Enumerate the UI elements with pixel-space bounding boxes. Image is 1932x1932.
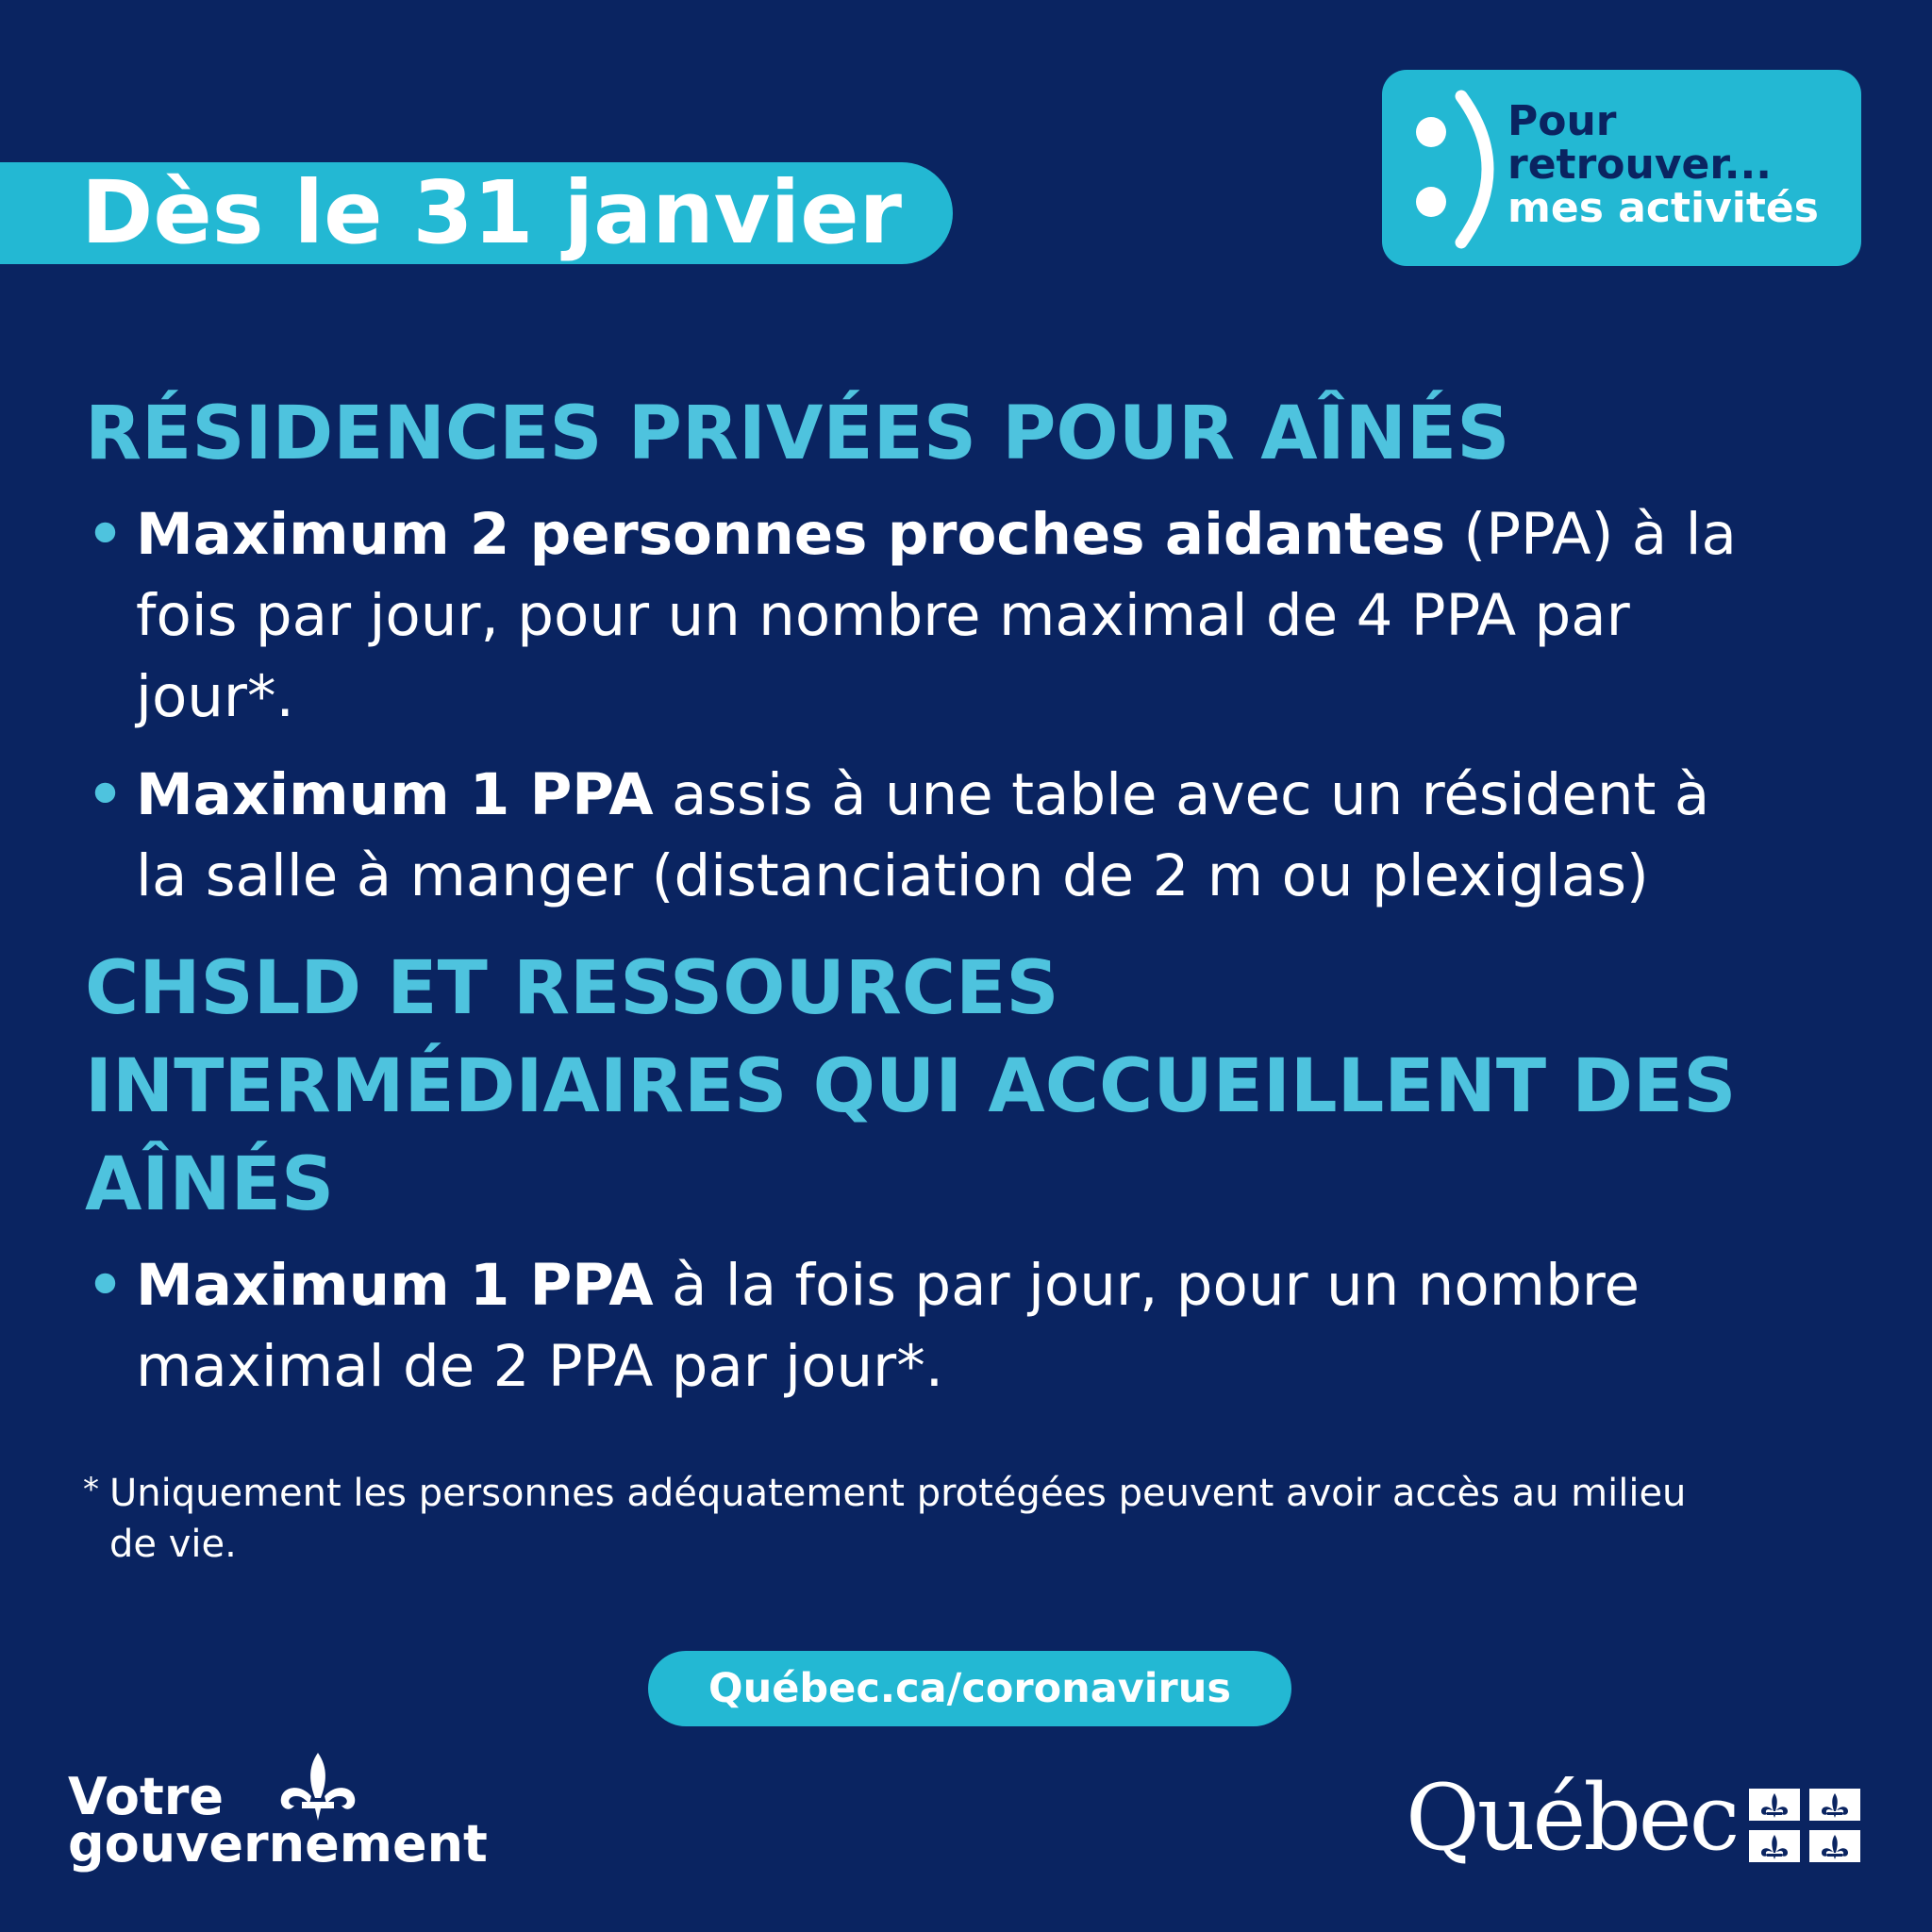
bullet-text: assis à une table avec un résident à xyxy=(653,761,1710,828)
bullet-dot: • xyxy=(87,761,124,828)
date-title: Dès le 31 janvier xyxy=(81,162,902,263)
activities-badge xyxy=(1382,70,1861,266)
badge-text xyxy=(1507,97,1819,232)
bullet-dot: • xyxy=(87,501,124,568)
quebec-wordmark: Québec xyxy=(1406,1765,1738,1871)
quebec-logo xyxy=(1406,1765,1868,1877)
badge-line-1: Pour xyxy=(1507,97,1617,145)
heading-line: CHSLD ET RESSOURCES xyxy=(85,946,1059,1031)
badge-line-2: retrouver... xyxy=(1507,141,1772,189)
bullet-text: à la fois par jour, pour un nombre xyxy=(653,1252,1641,1319)
bullet-line xyxy=(136,1245,1640,1326)
section-heading-residences: RÉSIDENCES PRIVÉES POUR AÎNÉS xyxy=(85,391,1510,476)
footnote-line: Uniquement les personnes adéquatement protégées peuvent avoir accès au milieu xyxy=(109,1472,1687,1515)
quebec-flag-icon xyxy=(1749,1789,1860,1862)
bullet-bold-text: Maximum 1 PPA xyxy=(136,761,654,828)
bullet-text: (PPA) à la xyxy=(1445,501,1737,568)
bullet-line xyxy=(136,755,1709,836)
badge-line-3: mes activités xyxy=(1507,184,1819,232)
website-link[interactable]: Québec.ca/coronavirus xyxy=(648,1651,1291,1726)
gov-logo-text xyxy=(68,1767,488,1874)
footnote-line: de vie. xyxy=(109,1523,237,1566)
bullet-line xyxy=(136,494,1737,575)
bullet-line: jour*. xyxy=(136,663,294,730)
bullet-bold-text: Maximum 1 PPA xyxy=(136,1252,654,1319)
gov-logo-line: gouvernement xyxy=(68,1814,488,1874)
section-heading-chsld xyxy=(85,940,1736,1234)
votre-gouvernement-logo xyxy=(68,1751,488,1883)
heading-line: AÎNÉS xyxy=(85,1142,335,1227)
heading-line: INTERMÉDIAIRES QUI ACCUEILLENT DES xyxy=(85,1044,1737,1129)
bullet-line: maximal de 2 PPA par jour*. xyxy=(136,1333,944,1400)
bullet-dot: • xyxy=(87,1252,124,1319)
bullet-bold-text: Maximum 2 personnes proches aidantes xyxy=(136,501,1446,568)
footnote-star: * xyxy=(83,1471,99,1508)
smiley-icon xyxy=(1403,87,1507,252)
date-banner xyxy=(0,162,953,264)
bullet-line: la salle à manger (distanciation de 2 m ou plexiglas) xyxy=(136,842,1649,909)
gov-logo-line: Votre xyxy=(68,1767,225,1826)
bullet-line: fois par jour, pour un nombre maximal de 4 PPA par xyxy=(136,582,1630,649)
